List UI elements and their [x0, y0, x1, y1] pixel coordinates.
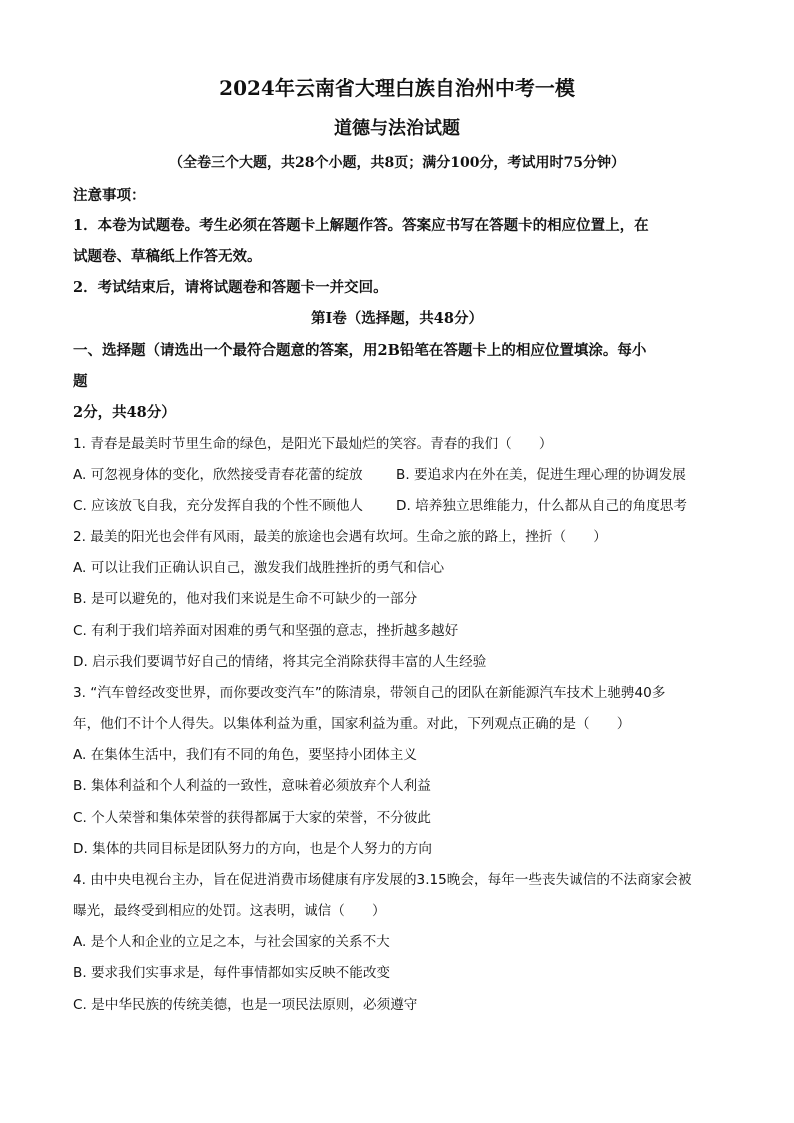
notes-heading: 注意事项：	[73, 187, 146, 204]
question-1-option-a: A. 可忽视身体的变化，欣然接受青春花蕾的绽放	[73, 467, 363, 483]
question-4-option-a: A. 是个人和企业的立足之本，与社会国家的关系不大	[73, 934, 390, 950]
question-3-option-c: C. 个人荣誉和集体荣誉的获得都属于大家的荣誉，不分彼此	[73, 810, 431, 826]
question-1-option-c: C. 应该放飞自我，充分发挥自我的个性不顾他人	[73, 498, 364, 514]
section1-instructions-line1: 一、选择题（请选出一个最符合题意的答案，用2B铅笔在答题卡上的相应位置填涂。每小	[73, 342, 647, 359]
question-2-option-d: D. 启示我们要调节好自己的情绪，将其完全消除获得丰富的人生经验	[73, 654, 487, 670]
part1-heading: 第Ⅰ卷（选择题，共48分）	[311, 310, 483, 327]
question-2-option-b: B. 是可以避免的，他对我们来说是生命不可缺少的一部分	[73, 591, 418, 607]
question-2-stem: 2. 最美的阳光也会伴有风雨，最美的旅途也会遇有坎坷。生命之旅的路上，挫折（ ）	[73, 529, 607, 545]
question-3-stem-line2: 年，他们不计个人得失。以集体利益为重，国家利益为重。对此，下列观点正确的是（ ）	[73, 716, 631, 732]
question-2-option-c: C. 有利于我们培养面对困难的勇气和坚强的意志，挫折越多越好	[73, 623, 459, 639]
note-item-1-line1: 1．本卷为试题卷。考生必须在答题卡上解题作答。答案应书写在答题卡的相应位置上，在	[73, 217, 649, 234]
question-4-option-c: C. 是中华民族的传统美德，也是一项民法原则，必须遵守	[73, 997, 418, 1013]
exam-info: （全卷三个大题，共28个小题，共8页；满分100分，考试用时75分钟）	[169, 155, 625, 171]
exam-title: 2024年云南省大理白族自治州中考一模	[219, 76, 575, 100]
note-item-1-line2: 试题卷、草稿纸上作答无效。	[73, 248, 262, 265]
question-1-stem: 1. 青春是最美时节里生命的绿色，是阳光下最灿烂的笑容。青春的我们（ ）	[73, 436, 553, 452]
note-item-2: 2．考试结束后，请将试题卷和答题卡一并交回。	[73, 279, 388, 296]
question-4-option-b: B. 要求我们实事求是，每件事情都如实反映不能改变	[73, 965, 391, 981]
question-2-option-a: A. 可以让我们正确认识自己，激发我们战胜挫折的勇气和信心	[73, 560, 445, 576]
section1-instructions-line2: 题	[73, 373, 88, 390]
question-3-option-a: A. 在集体生活中，我们有不同的角色，要坚持小团体主义	[73, 747, 417, 763]
section1-instructions-line3: 2分，共48分）	[73, 404, 176, 421]
question-4-stem-line2: 曝光，最终受到相应的处罚。这表明，诚信（ ）	[73, 903, 386, 919]
question-4-stem-line1: 4. 由中央电视台主办，旨在促进消费市场健康有序发展的3.15晚会，每年一些丧失诚信的不法商家会被	[73, 872, 692, 888]
question-1-option-d: D. 培养独立思维能力，什么都从自己的角度思考	[396, 498, 687, 514]
question-3-stem-line1: 3. “汽车曾经改变世界，而你要改变汽车”的陈清泉，带领自己的团队在新能源汽车技术上驰骋40多	[73, 685, 666, 701]
question-3-option-d: D. 集体的共同目标是团队努力的方向，也是个人努力的方向	[73, 841, 432, 857]
question-1-option-b: B. 要追求内在外在美，促进生理心理的协调发展	[396, 467, 686, 483]
question-3-option-b: B. 集体利益和个人利益的一致性，意味着必须放弃个人利益	[73, 778, 431, 794]
subject-title: 道德与法治试题	[334, 118, 460, 139]
